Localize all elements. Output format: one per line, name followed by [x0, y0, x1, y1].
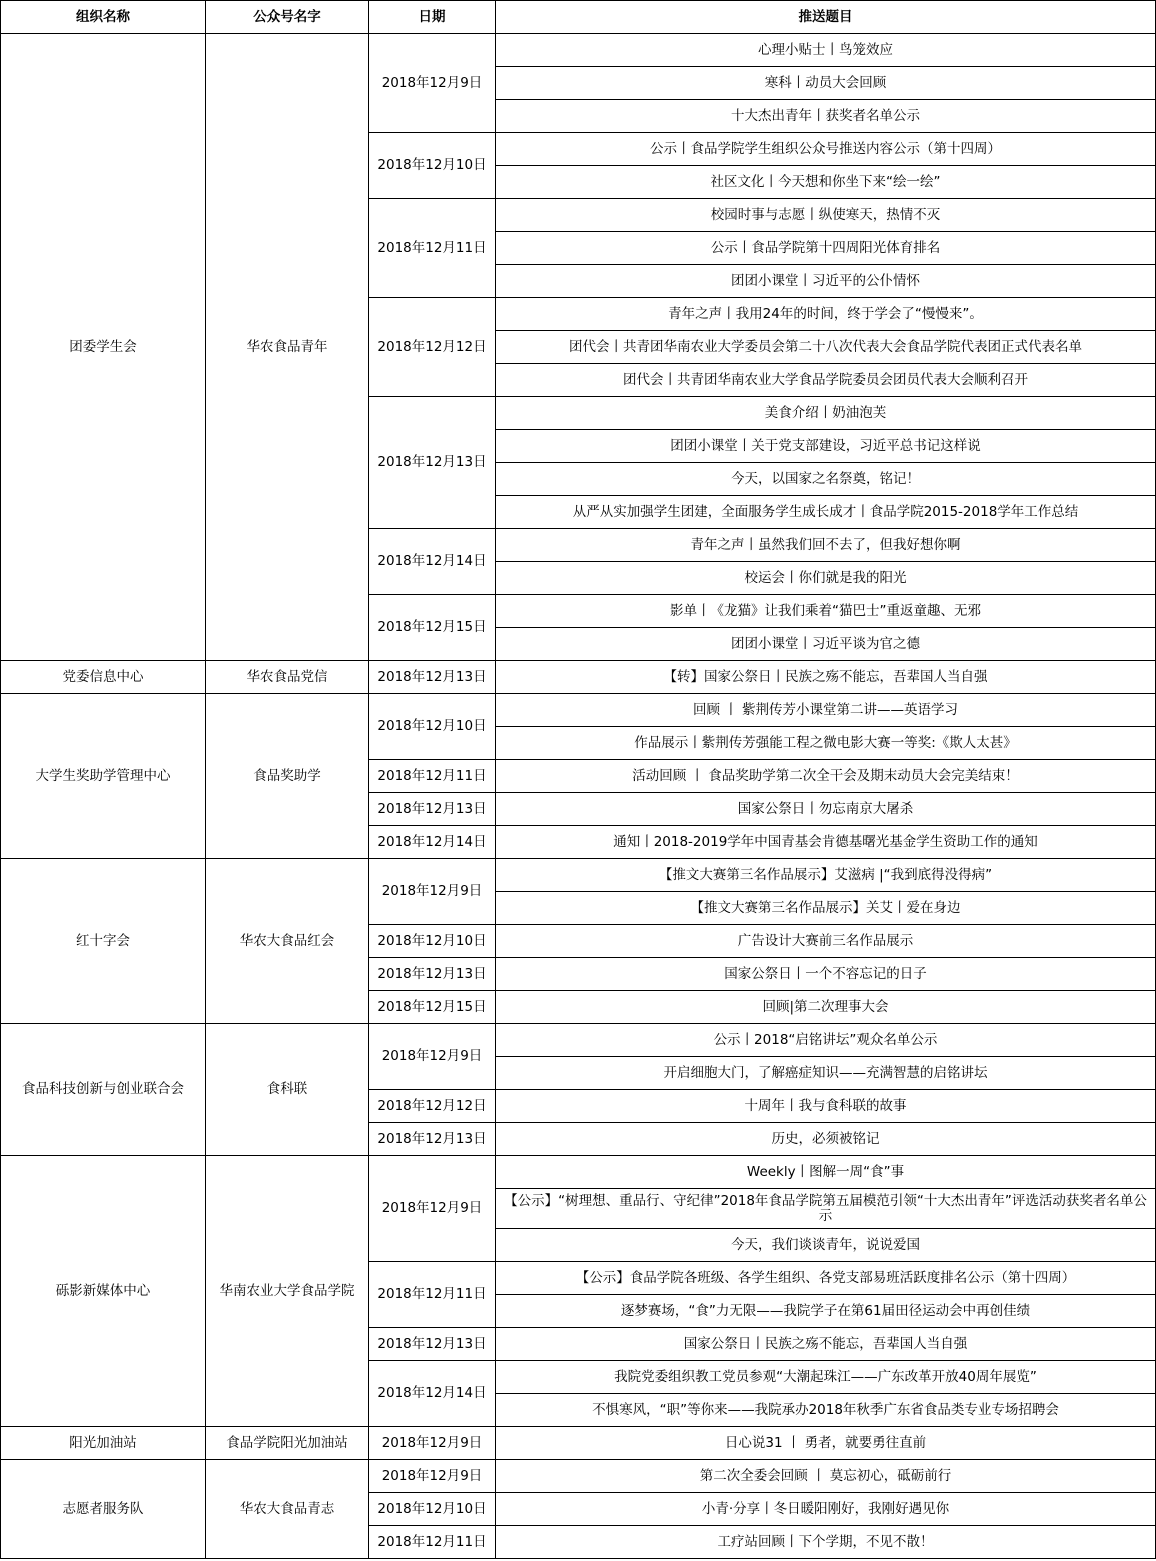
org-name-cell: 砾影新媒体中心 [1, 1156, 206, 1427]
table-row [1, 694, 1156, 727]
push-title-cell: 今天，我们谈谈青年，说说爱国 [496, 1229, 1156, 1262]
account-name-cell: 华农大食品红会 [206, 859, 369, 1024]
header-account: 公众号名字 [206, 1, 369, 34]
org-name-cell: 党委信息中心 [1, 661, 206, 694]
push-title-cell: 国家公祭日丨民族之殇不能忘，吾辈国人当自强 [496, 1328, 1156, 1361]
account-name-cell: 华农大食品青志 [206, 1460, 369, 1559]
table-row [1, 859, 1156, 892]
date-cell: 2018年12月11日 [369, 1262, 496, 1328]
push-title-cell: 团团小课堂丨习近平的公仆情怀 [496, 265, 1156, 298]
push-title-cell: 回顾 丨 紫荆传芳小课堂第二讲——英语学习 [496, 694, 1156, 727]
account-name-cell: 华南农业大学食品学院 [206, 1156, 369, 1427]
account-name-cell: 食科联 [206, 1024, 369, 1156]
date-cell: 2018年12月12日 [369, 298, 496, 397]
date-cell: 2018年12月10日 [369, 1493, 496, 1526]
push-title-cell: 活动回顾 丨 食品奖助学第二次全干会及期末动员大会完美结束！ [496, 760, 1156, 793]
date-cell: 2018年12月15日 [369, 595, 496, 661]
push-title-cell: 国家公祭日丨一个不容忘记的日子 [496, 958, 1156, 991]
push-title-cell: 团团小课堂丨习近平谈为官之德 [496, 628, 1156, 661]
date-cell: 2018年12月11日 [369, 199, 496, 298]
push-title-cell: 【转】国家公祭日丨民族之殇不能忘，吾辈国人当自强 [496, 661, 1156, 694]
push-title-cell: 通知丨2018-2019学年中国青基会肯德基曙光基金学生资助工作的通知 [496, 826, 1156, 859]
push-title-cell: 团团小课堂丨关于党支部建设，习近平总书记这样说 [496, 430, 1156, 463]
push-title-cell: 第二次全委会回顾 丨 莫忘初心，砥砺前行 [496, 1460, 1156, 1493]
push-title-cell: 校运会丨你们就是我的阳光 [496, 562, 1156, 595]
push-title-cell: 国家公祭日丨勿忘南京大屠杀 [496, 793, 1156, 826]
date-cell: 2018年12月13日 [369, 1123, 496, 1156]
push-title-cell: 从严从实加强学生团建，全面服务学生成长成才丨食品学院2015-2018学年工作总结 [496, 496, 1156, 529]
date-cell: 2018年12月12日 [369, 1090, 496, 1123]
push-title-cell: 十周年丨我与食科联的故事 [496, 1090, 1156, 1123]
header-title: 推送题目 [496, 1, 1156, 34]
header-date: 日期 [369, 1, 496, 34]
table-row [1, 34, 1156, 67]
date-cell: 2018年12月9日 [369, 859, 496, 925]
date-cell: 2018年12月9日 [369, 1156, 496, 1262]
table-row [1, 1156, 1156, 1189]
push-title-cell: 青年之声丨虽然我们回不去了，但我好想你啊 [496, 529, 1156, 562]
date-cell: 2018年12月9日 [369, 1427, 496, 1460]
push-title-cell: 今天，以国家之名祭奠，铭记！ [496, 463, 1156, 496]
org-name-cell: 大学生奖助学管理中心 [1, 694, 206, 859]
header-row [1, 1, 1156, 34]
date-cell: 2018年12月9日 [369, 1024, 496, 1090]
push-title-cell: 日心说31 丨 勇者，就要勇往直前 [496, 1427, 1156, 1460]
push-title-cell: 校园时事与志愿丨纵使寒天，热情不灭 [496, 199, 1156, 232]
push-title-cell: 团代会丨共青团华南农业大学食品学院委员会团员代表大会顺利召开 [496, 364, 1156, 397]
table-row [1, 1024, 1156, 1057]
date-cell: 2018年12月11日 [369, 1526, 496, 1559]
date-cell: 2018年12月10日 [369, 694, 496, 760]
push-title-cell: 工疗站回顾丨下个学期，不见不散！ [496, 1526, 1156, 1559]
date-cell: 2018年12月13日 [369, 958, 496, 991]
push-title-cell: 寒科丨动员大会回顾 [496, 67, 1156, 100]
account-name-cell: 华农食品青年 [206, 34, 369, 661]
push-title-cell: 【推文大赛第三名作品展示】关艾丨爱在身边 [496, 892, 1156, 925]
date-cell: 2018年12月13日 [369, 661, 496, 694]
org-name-cell: 团委学生会 [1, 34, 206, 661]
org-name-cell: 志愿者服务队 [1, 1460, 206, 1559]
account-name-cell: 华农食品党信 [206, 661, 369, 694]
date-cell: 2018年12月15日 [369, 991, 496, 1024]
date-cell: 2018年12月11日 [369, 760, 496, 793]
push-title-cell: 开启细胞大门，了解癌症知识——充满智慧的启铭讲坛 [496, 1057, 1156, 1090]
date-cell: 2018年12月14日 [369, 826, 496, 859]
table-row [1, 1427, 1156, 1460]
date-cell: 2018年12月13日 [369, 1328, 496, 1361]
date-cell: 2018年12月14日 [369, 1361, 496, 1427]
date-cell: 2018年12月14日 [369, 529, 496, 595]
push-title-cell: 不惧寒风，“职”等你来——我院承办2018年秋季广东省食品类专业专场招聘会 [496, 1394, 1156, 1427]
date-cell: 2018年12月10日 [369, 133, 496, 199]
push-title-cell: 回顾|第二次理事大会 [496, 991, 1156, 1024]
push-title-cell: 社区文化丨今天想和你坐下来“绘一绘” [496, 166, 1156, 199]
table-row [1, 1460, 1156, 1493]
table-row [1, 661, 1156, 694]
date-cell: 2018年12月9日 [369, 1460, 496, 1493]
push-title-cell: 青年之声丨我用24年的时间，终于学会了“慢慢来”。 [496, 298, 1156, 331]
push-title-cell: 历史，必须被铭记 [496, 1123, 1156, 1156]
header-org: 组织名称 [1, 1, 206, 34]
date-cell: 2018年12月13日 [369, 397, 496, 529]
push-title-cell: 【公示】“树理想、重品行、守纪律”2018年食品学院第五届模范引领“十大杰出青年”评选活动获奖者名单公示 [496, 1189, 1156, 1229]
push-title-cell: 【推文大赛第三名作品展示】艾滋病 |“我到底得没得病” [496, 859, 1156, 892]
push-title-cell: 团代会丨共青团华南农业大学委员会第二十八次代表大会食品学院代表团正式代表名单 [496, 331, 1156, 364]
push-title-cell: 我院党委组织教工党员参观“大潮起珠江——广东改革开放40周年展览” [496, 1361, 1156, 1394]
org-name-cell: 红十字会 [1, 859, 206, 1024]
push-title-cell: 心理小贴士丨鸟笼效应 [496, 34, 1156, 67]
push-title-cell: 影单丨《龙猫》让我们乘着“猫巴士”重返童趣、无邪 [496, 595, 1156, 628]
push-title-cell: 公示丨食品学院学生组织公众号推送内容公示（第十四周） [496, 133, 1156, 166]
date-cell: 2018年12月13日 [369, 793, 496, 826]
org-name-cell: 食品科技创新与创业联合会 [1, 1024, 206, 1156]
date-cell: 2018年12月10日 [369, 925, 496, 958]
push-title-cell: 广告设计大赛前三名作品展示 [496, 925, 1156, 958]
push-title-cell: 公示丨食品学院第十四周阳光体育排名 [496, 232, 1156, 265]
org-name-cell: 阳光加油站 [1, 1427, 206, 1460]
push-title-cell: 十大杰出青年丨获奖者名单公示 [496, 100, 1156, 133]
push-title-cell: 【公示】食品学院各班级、各学生组织、各党支部易班活跃度排名公示（第十四周） [496, 1262, 1156, 1295]
push-title-cell: 小青·分享丨冬日暖阳刚好，我刚好遇见你 [496, 1493, 1156, 1526]
account-name-cell: 食品学院阳光加油站 [206, 1427, 369, 1460]
push-title-cell: 美食介绍丨奶油泡芙 [496, 397, 1156, 430]
push-title-cell: Weekly丨图解一周“食”事 [496, 1156, 1156, 1189]
push-title-cell: 逐梦赛场，“食”力无限——我院学子在第61届田径运动会中再创佳绩 [496, 1295, 1156, 1328]
push-title-cell: 作品展示丨紫荆传芳强能工程之微电影大赛一等奖:《欺人太甚》 [496, 727, 1156, 760]
push-title-cell: 公示丨2018“启铭讲坛”观众名单公示 [496, 1024, 1156, 1057]
date-cell: 2018年12月9日 [369, 34, 496, 133]
account-name-cell: 食品奖助学 [206, 694, 369, 859]
